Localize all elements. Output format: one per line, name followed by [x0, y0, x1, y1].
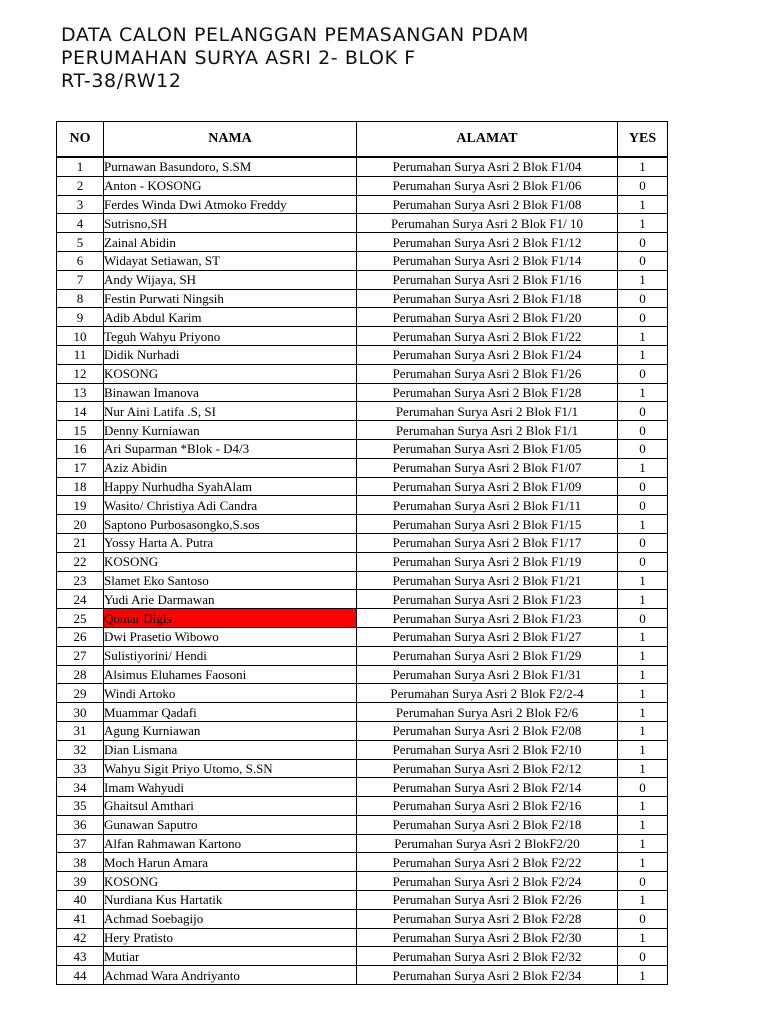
cell-nama: Agung Kurniawan — [104, 721, 357, 740]
table-row — [57, 533, 668, 552]
cell-yes: 0 — [618, 176, 668, 195]
cell-yes: 0 — [618, 909, 668, 928]
cell-alamat: Perumahan Surya Asri 2 Blok F1/07 — [357, 458, 618, 477]
cell-yes: 1 — [618, 270, 668, 289]
cell-nama: Didik Nurhadi — [104, 345, 357, 364]
cell-nama: Dian Lismana — [104, 740, 357, 759]
cell-no: 23 — [57, 571, 104, 590]
cell-alamat: Perumahan Surya Asri 2 Blok F1/06 — [357, 176, 618, 195]
table-row — [57, 157, 668, 176]
cell-alamat: Perumahan Surya Asri 2 Blok F1/26 — [357, 364, 618, 383]
table-row — [57, 402, 668, 421]
cell-no: 24 — [57, 590, 104, 609]
cell-alamat: Perumahan Surya Asri 2 Blok F2/24 — [357, 872, 618, 891]
cell-nama: Anton - KOSONG — [104, 176, 357, 195]
cell-yes: 0 — [618, 364, 668, 383]
cell-no: 20 — [57, 515, 104, 534]
table-row — [57, 176, 668, 195]
cell-yes: 1 — [618, 571, 668, 590]
cell-yes: 1 — [618, 834, 668, 853]
cell-nama: Purnawan Basundoro, S.SM — [104, 157, 357, 176]
table-row — [57, 308, 668, 327]
cell-alamat: Perumahan Surya Asri 2 Blok F1/21 — [357, 571, 618, 590]
cell-yes: 1 — [618, 703, 668, 722]
cell-yes: 0 — [618, 552, 668, 571]
cell-yes: 1 — [618, 590, 668, 609]
table-row — [57, 195, 668, 214]
cell-no: 41 — [57, 909, 104, 928]
table-row — [57, 609, 668, 628]
cell-no: 35 — [57, 797, 104, 816]
cell-no: 36 — [57, 815, 104, 834]
cell-nama: Imam Wahyudi — [104, 778, 357, 797]
table-row — [57, 477, 668, 496]
cell-yes: 1 — [618, 797, 668, 816]
cell-nama: Aziz Abidin — [104, 458, 357, 477]
cell-yes: 1 — [618, 157, 668, 176]
cell-yes: 1 — [618, 853, 668, 872]
cell-no: 2 — [57, 176, 104, 195]
cell-alamat: Perumahan Surya Asri 2 Blok F2/28 — [357, 909, 618, 928]
customer-table — [56, 121, 668, 985]
cell-no: 39 — [57, 872, 104, 891]
cell-yes: 0 — [618, 251, 668, 270]
cell-no: 34 — [57, 778, 104, 797]
header-alamat: ALAMAT — [357, 122, 618, 158]
cell-nama: Gunawan Saputro — [104, 815, 357, 834]
cell-no: 13 — [57, 383, 104, 402]
cell-no: 18 — [57, 477, 104, 496]
cell-no: 4 — [57, 214, 104, 233]
table-row — [57, 646, 668, 665]
cell-yes: 1 — [618, 891, 668, 910]
cell-no: 14 — [57, 402, 104, 421]
cell-alamat: Perumahan Surya Asri 2 Blok F1/1 — [357, 402, 618, 421]
header-no: NO — [57, 122, 104, 158]
cell-no: 12 — [57, 364, 104, 383]
table-row — [57, 233, 668, 252]
cell-nama: Slamet Eko Santoso — [104, 571, 357, 590]
cell-no: 15 — [57, 421, 104, 440]
table-row — [57, 703, 668, 722]
cell-yes: 0 — [618, 496, 668, 515]
cell-alamat: Perumahan Surya Asri 2 Blok F1/18 — [357, 289, 618, 308]
cell-no: 30 — [57, 703, 104, 722]
cell-alamat: Perumahan Surya Asri 2 Blok F1/23 — [357, 609, 618, 628]
cell-no: 40 — [57, 891, 104, 910]
cell-no: 3 — [57, 195, 104, 214]
table-row — [57, 665, 668, 684]
table-row — [57, 909, 668, 928]
cell-nama: Ferdes Winda Dwi Atmoko Freddy — [104, 195, 357, 214]
table-row — [57, 515, 668, 534]
cell-yes: 1 — [618, 928, 668, 947]
cell-yes: 1 — [618, 195, 668, 214]
cell-alamat: Perumahan Surya Asri 2 Blok F1/14 — [357, 251, 618, 270]
cell-no: 25 — [57, 609, 104, 628]
cell-yes: 1 — [618, 721, 668, 740]
cell-no: 38 — [57, 853, 104, 872]
cell-yes: 1 — [618, 966, 668, 985]
cell-alamat: Perumahan Surya Asri 2 Blok F2/30 — [357, 928, 618, 947]
cell-no: 31 — [57, 721, 104, 740]
cell-alamat: Perumahan Surya Asri 2 Blok F1/24 — [357, 345, 618, 364]
table-row — [57, 721, 668, 740]
cell-nama: Wahyu Sigit Priyo Utomo, S.SN — [104, 759, 357, 778]
cell-alamat: Perumahan Surya Asri 2 Blok F1/05 — [357, 439, 618, 458]
cell-alamat: Perumahan Surya Asri 2 Blok F2/14 — [357, 778, 618, 797]
cell-nama: Nurdiana Kus Hartatik — [104, 891, 357, 910]
cell-nama: Ghaitsul Amthari — [104, 797, 357, 816]
cell-no: 19 — [57, 496, 104, 515]
cell-nama: Mutiar — [104, 947, 357, 966]
cell-alamat: Perumahan Surya Asri 2 Blok F2/18 — [357, 815, 618, 834]
cell-nama: Andy Wijaya, SH — [104, 270, 357, 289]
table-row — [57, 571, 668, 590]
cell-alamat: Perumahan Surya Asri 2 Blok F2/10 — [357, 740, 618, 759]
cell-yes: 1 — [618, 214, 668, 233]
cell-alamat: Perumahan Surya Asri 2 Blok F2/34 — [357, 966, 618, 985]
table-row — [57, 891, 668, 910]
table-row — [57, 552, 668, 571]
cell-yes: 0 — [618, 289, 668, 308]
cell-yes: 0 — [618, 421, 668, 440]
header-nama: NAMA — [104, 122, 357, 158]
cell-nama: Hery Pratisto — [104, 928, 357, 947]
cell-nama: Dwi Prasetio Wibowo — [104, 627, 357, 646]
cell-no: 28 — [57, 665, 104, 684]
table-row — [57, 439, 668, 458]
table-row — [57, 327, 668, 346]
cell-nama: Sutrisno,SH — [104, 214, 357, 233]
cell-alamat: Perumahan Surya Asri 2 Blok F1/15 — [357, 515, 618, 534]
cell-nama: Denny Kurniawan — [104, 421, 357, 440]
cell-no: 26 — [57, 627, 104, 646]
cell-no: 9 — [57, 308, 104, 327]
table-row — [57, 627, 668, 646]
cell-no: 6 — [57, 251, 104, 270]
cell-alamat: Perumahan Surya Asri 2 Blok F2/32 — [357, 947, 618, 966]
cell-alamat: Perumahan Surya Asri 2 Blok F1/29 — [357, 646, 618, 665]
cell-nama: Achmad Soebagijo — [104, 909, 357, 928]
cell-alamat: Perumahan Surya Asri 2 Blok F1/09 — [357, 477, 618, 496]
cell-nama: Festin Purwati Ningsih — [104, 289, 357, 308]
cell-alamat: Perumahan Surya Asri 2 Blok F1/11 — [357, 496, 618, 515]
cell-nama: Widayat Setiawan, ST — [104, 251, 357, 270]
cell-nama: Binawan Imanova — [104, 383, 357, 402]
cell-yes: 1 — [618, 345, 668, 364]
cell-yes: 0 — [618, 233, 668, 252]
cell-alamat: Perumahan Surya Asri 2 Blok F2/22 — [357, 853, 618, 872]
cell-nama: Alsimus Eluhames Faosoni — [104, 665, 357, 684]
cell-alamat: Perumahan Surya Asri 2 Blok F1/22 — [357, 327, 618, 346]
cell-alamat: Perumahan Surya Asri 2 Blok F1/08 — [357, 195, 618, 214]
table-row — [57, 421, 668, 440]
cell-no: 27 — [57, 646, 104, 665]
cell-alamat: Perumahan Surya Asri 2 Blok F1/12 — [357, 233, 618, 252]
cell-yes: 1 — [618, 740, 668, 759]
cell-alamat: Perumahan Surya Asri 2 BlokF2/20 — [357, 834, 618, 853]
table-row — [57, 383, 668, 402]
table-row — [57, 496, 668, 515]
cell-alamat: Perumahan Surya Asri 2 Blok F1/31 — [357, 665, 618, 684]
cell-yes: 1 — [618, 327, 668, 346]
cell-alamat: Perumahan Surya Asri 2 Blok F1/04 — [357, 157, 618, 176]
cell-alamat: Perumahan Surya Asri 2 Blok F2/6 — [357, 703, 618, 722]
cell-no: 10 — [57, 327, 104, 346]
cell-alamat: Perumahan Surya Asri 2 Blok F2/08 — [357, 721, 618, 740]
cell-nama: Nur Aini Latifa .S, SI — [104, 402, 357, 421]
cell-nama: Achmad Wara Andriyanto — [104, 966, 357, 985]
cell-alamat: Perumahan Surya Asri 2 Blok F1/20 — [357, 308, 618, 327]
table-row — [57, 251, 668, 270]
header-yes: YES — [618, 122, 668, 158]
cell-alamat: Perumahan Surya Asri 2 Blok F1/19 — [357, 552, 618, 571]
title-line-1: DATA CALON PELANGGAN PEMASANGAN PDAM — [61, 24, 529, 46]
cell-yes: 1 — [618, 815, 668, 834]
cell-no: 33 — [57, 759, 104, 778]
cell-yes: 0 — [618, 609, 668, 628]
table-row — [57, 345, 668, 364]
cell-no: 7 — [57, 270, 104, 289]
table-row — [57, 684, 668, 703]
cell-nama: Windi Artoko — [104, 684, 357, 703]
cell-yes: 0 — [618, 872, 668, 891]
cell-alamat: Perumahan Surya Asri 2 Blok F2/2-4 — [357, 684, 618, 703]
cell-alamat: Perumahan Surya Asri 2 Blok F1/1 — [357, 421, 618, 440]
cell-nama: Zainal Abidin — [104, 233, 357, 252]
cell-no: 21 — [57, 533, 104, 552]
cell-alamat: Perumahan Surya Asri 2 Blok F2/16 — [357, 797, 618, 816]
cell-nama: KOSONG — [104, 364, 357, 383]
table-row — [57, 966, 668, 985]
table-row — [57, 928, 668, 947]
cell-nama: Alfan Rahmawan Kartono — [104, 834, 357, 853]
cell-nama: Yossy Harta A. Putra — [104, 533, 357, 552]
cell-yes: 0 — [618, 947, 668, 966]
cell-nama: KOSONG — [104, 552, 357, 571]
table-row — [57, 214, 668, 233]
table-row — [57, 947, 668, 966]
cell-no: 44 — [57, 966, 104, 985]
table-row — [57, 270, 668, 289]
table-row — [57, 458, 668, 477]
cell-alamat: Perumahan Surya Asri 2 Blok F2/12 — [357, 759, 618, 778]
cell-yes: 0 — [618, 477, 668, 496]
table-row — [57, 853, 668, 872]
cell-no: 22 — [57, 552, 104, 571]
cell-nama: Adib Abdul Karim — [104, 308, 357, 327]
cell-nama: Wasito/ Christiya Adi Candra — [104, 496, 357, 515]
title-line-2: PERUMAHAN SURYA ASRI 2- BLOK F — [61, 47, 416, 69]
table-row — [57, 364, 668, 383]
cell-alamat: Perumahan Surya Asri 2 Blok F1/28 — [357, 383, 618, 402]
cell-nama: Saptono Purbosasongko,S.sos — [104, 515, 357, 534]
cell-yes: 0 — [618, 402, 668, 421]
cell-yes: 1 — [618, 665, 668, 684]
cell-no: 16 — [57, 439, 104, 458]
cell-yes: 1 — [618, 383, 668, 402]
cell-yes: 0 — [618, 533, 668, 552]
cell-no: 5 — [57, 233, 104, 252]
cell-yes: 1 — [618, 646, 668, 665]
cell-nama: Ari Suparman *Blok - D4/3 — [104, 439, 357, 458]
table-header-row — [57, 122, 668, 158]
cell-alamat: Perumahan Surya Asri 2 Blok F1/23 — [357, 590, 618, 609]
table-body — [57, 157, 668, 985]
cell-no: 11 — [57, 345, 104, 364]
cell-alamat: Perumahan Surya Asri 2 Blok F1/16 — [357, 270, 618, 289]
cell-yes: 0 — [618, 778, 668, 797]
cell-yes: 1 — [618, 458, 668, 477]
cell-nama: Qomar Digis — [104, 609, 357, 628]
document-title — [61, 24, 529, 93]
cell-nama: Muammar Qadafi — [104, 703, 357, 722]
table-row — [57, 778, 668, 797]
cell-no: 1 — [57, 157, 104, 176]
cell-nama: Moch Harun Amara — [104, 853, 357, 872]
table-row — [57, 289, 668, 308]
table-row — [57, 872, 668, 891]
cell-alamat: Perumahan Surya Asri 2 Blok F1/27 — [357, 627, 618, 646]
cell-nama: Teguh Wahyu Priyono — [104, 327, 357, 346]
cell-alamat: Perumahan Surya Asri 2 Blok F2/26 — [357, 891, 618, 910]
cell-nama: KOSONG — [104, 872, 357, 891]
cell-yes: 1 — [618, 515, 668, 534]
table-row — [57, 759, 668, 778]
table-row — [57, 797, 668, 816]
table-row — [57, 834, 668, 853]
cell-yes: 0 — [618, 439, 668, 458]
cell-yes: 1 — [618, 684, 668, 703]
cell-nama: Sulistiyorini/ Hendi — [104, 646, 357, 665]
cell-no: 43 — [57, 947, 104, 966]
cell-no: 42 — [57, 928, 104, 947]
cell-yes: 1 — [618, 759, 668, 778]
cell-no: 32 — [57, 740, 104, 759]
table-row — [57, 590, 668, 609]
cell-no: 8 — [57, 289, 104, 308]
cell-yes: 0 — [618, 308, 668, 327]
cell-nama: Happy Nurhudha SyahAlam — [104, 477, 357, 496]
cell-no: 17 — [57, 458, 104, 477]
table-row — [57, 740, 668, 759]
cell-nama: Yudi Arie Darmawan — [104, 590, 357, 609]
cell-no: 37 — [57, 834, 104, 853]
table-row — [57, 815, 668, 834]
cell-no: 29 — [57, 684, 104, 703]
cell-alamat: Perumahan Surya Asri 2 Blok F1/17 — [357, 533, 618, 552]
cell-alamat: Perumahan Surya Asri 2 Blok F1/ 10 — [357, 214, 618, 233]
title-line-3: RT-38/RW12 — [61, 70, 182, 92]
cell-yes: 1 — [618, 627, 668, 646]
